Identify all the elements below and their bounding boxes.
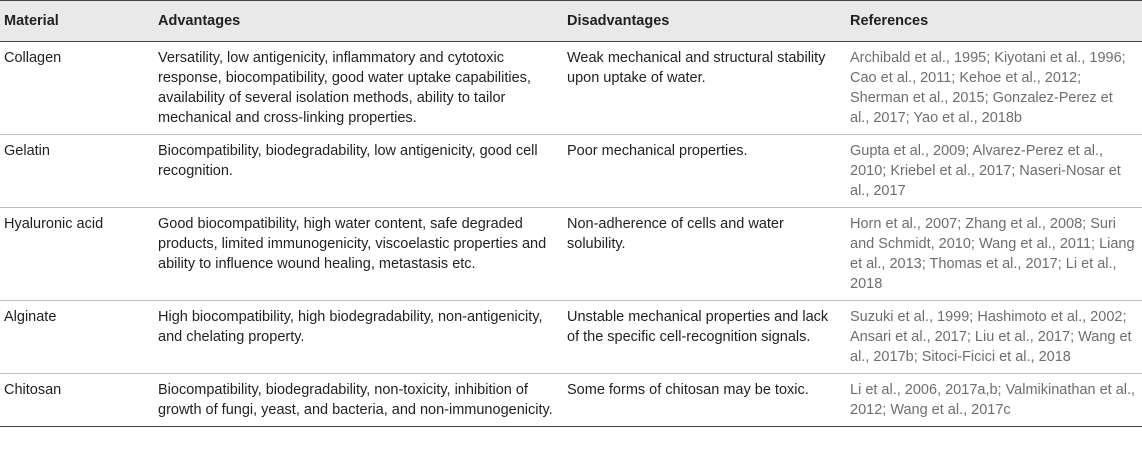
table-header xyxy=(0,1,1142,42)
header-advantages: Advantages xyxy=(154,1,563,42)
cell-advantages: Good biocompatibility, high water content, safe degraded products, limited immunogenicity, viscoelastic properties and ability to influence wound healing, metastasis etc. xyxy=(154,208,563,301)
cell-references: Li et al., 2006, 2017a,b; Valmikinathan et al., 2012; Wang et al., 2017c xyxy=(846,374,1142,427)
cell-disadvantages: Weak mechanical and structural stability upon uptake of water. xyxy=(563,42,846,135)
cell-advantages: High biocompatibility, high biodegradability, non-antigenicity, and chelating property. xyxy=(154,301,563,374)
table-row-alginate xyxy=(0,301,1142,374)
cell-references: Archibald et al., 1995; Kiyotani et al., 1996; Cao et al., 2011; Kehoe et al., 2012; Sherman et al., 2015; Gonzalez-Perez et al., 2017; Yao et al., 2018b xyxy=(846,42,1142,135)
cell-disadvantages: Poor mechanical properties. xyxy=(563,135,846,208)
table-row-hyaluronic-acid xyxy=(0,208,1142,301)
header-row xyxy=(0,1,1142,42)
cell-advantages: Biocompatibility, biodegradability, non-toxicity, inhibition of growth of fungi, yeast, and bacteria, and non-immunogenicity. xyxy=(154,374,563,427)
table-row-collagen xyxy=(0,42,1142,135)
table-row-chitosan xyxy=(0,374,1142,427)
table-row-gelatin xyxy=(0,135,1142,208)
cell-material: Gelatin xyxy=(0,135,154,208)
cell-disadvantages: Non-adherence of cells and water solubility. xyxy=(563,208,846,301)
cell-references: Gupta et al., 2009; Alvarez-Perez et al., 2010; Kriebel et al., 2017; Naseri-Nosar et al., 2017 xyxy=(846,135,1142,208)
table-body xyxy=(0,42,1142,427)
header-disadvantages: Disadvantages xyxy=(563,1,846,42)
cell-disadvantages: Some forms of chitosan may be toxic. xyxy=(563,374,846,427)
cell-advantages: Biocompatibility, biodegradability, low antigenicity, good cell recognition. xyxy=(154,135,563,208)
cell-material: Chitosan xyxy=(0,374,154,427)
cell-material: Collagen xyxy=(0,42,154,135)
cell-disadvantages: Unstable mechanical properties and lack of the specific cell-recognition signals. xyxy=(563,301,846,374)
cell-material: Hyaluronic acid xyxy=(0,208,154,301)
header-references: References xyxy=(846,1,1142,42)
cell-advantages: Versatility, low antigenicity, inflammatory and cytotoxic response, biocompatibility, good water uptake capabilities, availability of several isolation methods, ability to tailor mechanical and cross-linking properties. xyxy=(154,42,563,135)
header-material: Material xyxy=(0,1,154,42)
cell-references: Horn et al., 2007; Zhang et al., 2008; Suri and Schmidt, 2010; Wang et al., 2011; Liang et al., 2013; Thomas et al., 2017; Li et al., 2018 xyxy=(846,208,1142,301)
cell-references: Suzuki et al., 1999; Hashimoto et al., 2002; Ansari et al., 2017; Liu et al., 2017; Wang et al., 2017b; Sitoci-Ficici et al., 2018 xyxy=(846,301,1142,374)
cell-material: Alginate xyxy=(0,301,154,374)
